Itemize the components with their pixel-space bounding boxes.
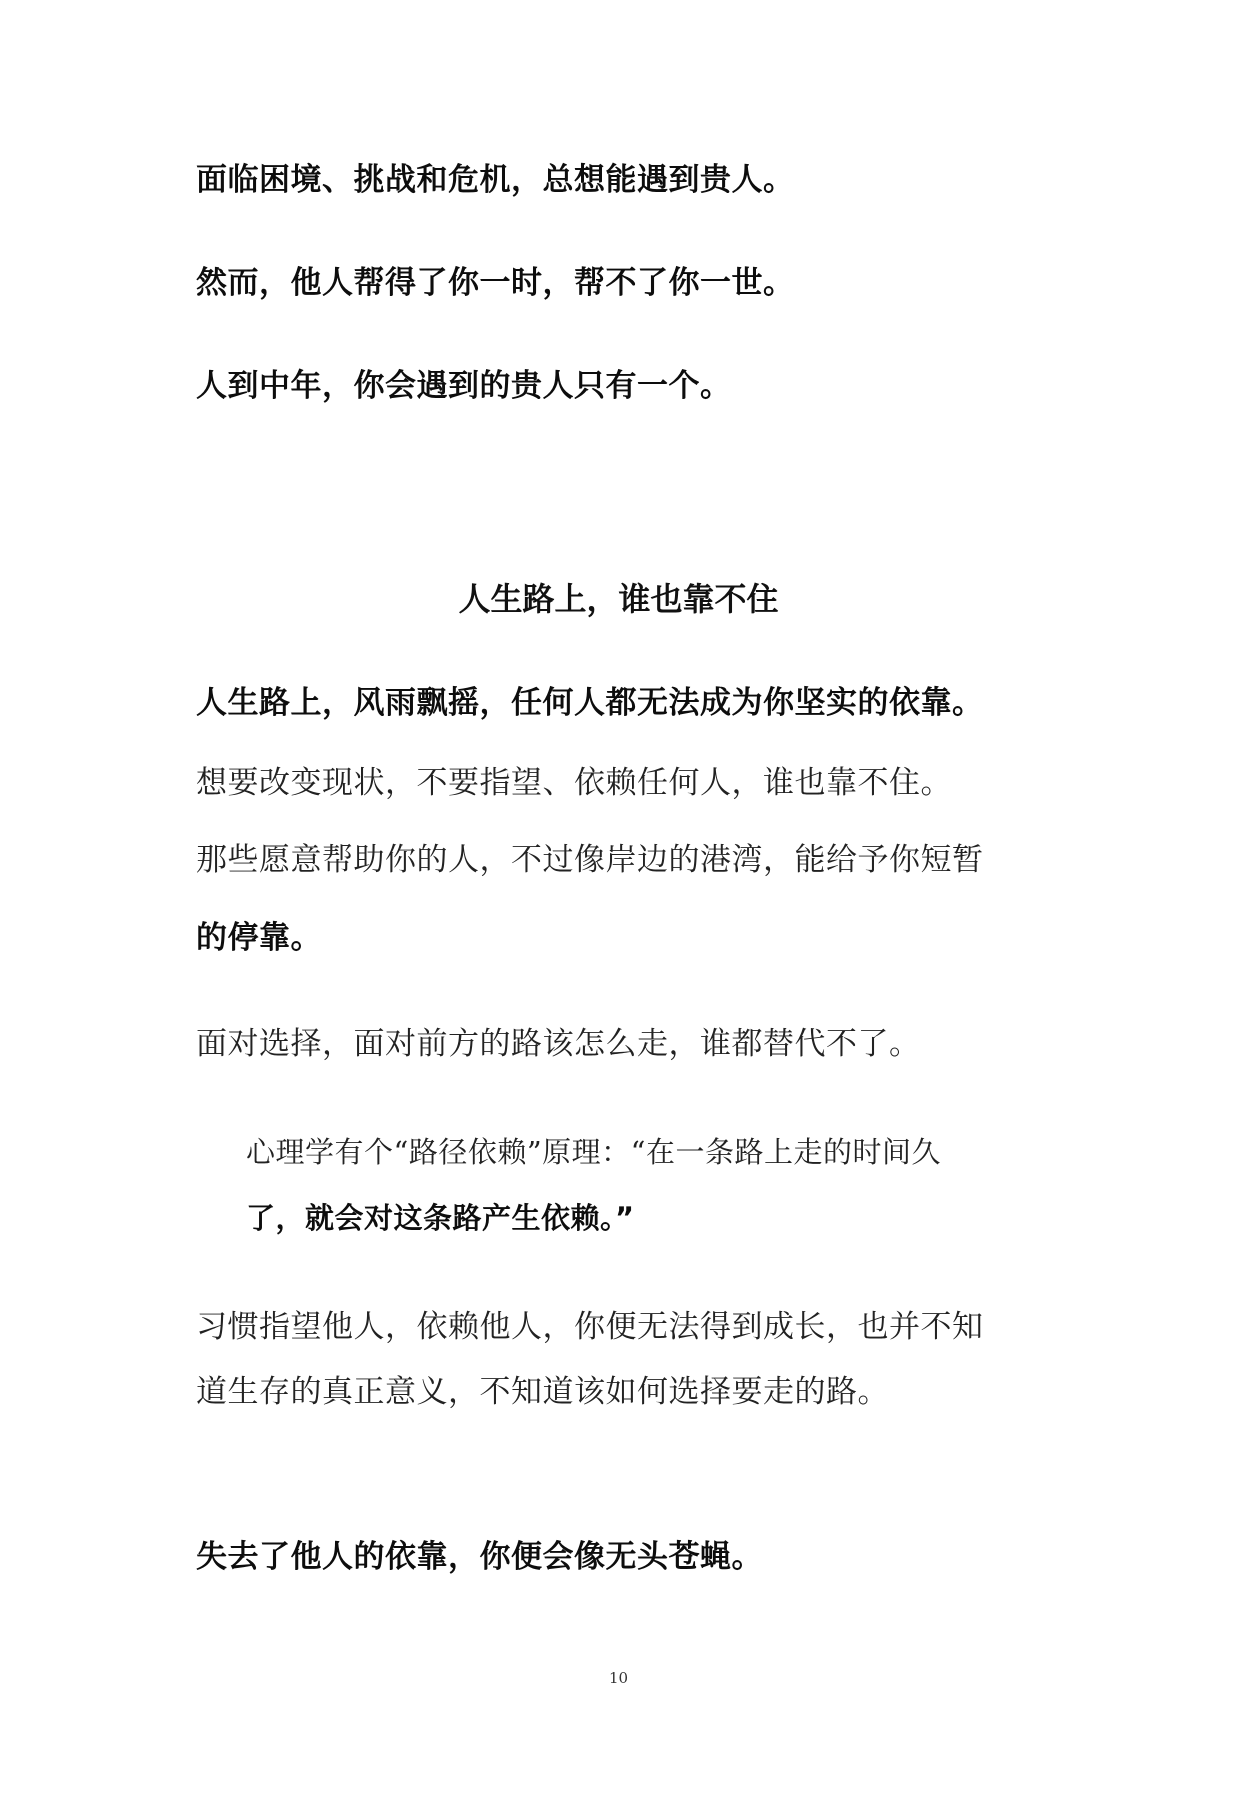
intro-line-2: 然而，他人帮得了你一时，帮不了你一世。 bbox=[196, 265, 795, 301]
quote-line-2: 了，就会对这条路产生依赖。” bbox=[246, 1201, 635, 1235]
paragraph-3-line-1: 那些愿意帮助你的人，不过像岸边的港湾，能给予你短暂 bbox=[196, 842, 984, 878]
intro-line-1: 面临困境、挑战和危机，总想能遇到贵人。 bbox=[196, 162, 795, 198]
page-number: 10 bbox=[608, 1669, 629, 1687]
paragraph-5-line-2: 道生存的真正意义，不知道该如何选择要走的路。 bbox=[196, 1374, 889, 1410]
paragraph-2: 想要改变现状，不要指望、依赖任何人，谁也靠不住。 bbox=[196, 765, 952, 801]
intro-line-3: 人到中年，你会遇到的贵人只有一个。 bbox=[196, 368, 732, 404]
section-heading: 人生路上，谁也靠不住 bbox=[458, 580, 779, 618]
paragraph-1: 人生路上，风雨飘摇，任何人都无法成为你坚实的依靠。 bbox=[196, 685, 984, 721]
paragraph-4: 面对选择，面对前方的路该怎么走，谁都替代不了。 bbox=[196, 1026, 921, 1062]
paragraph-3-line-2: 的停靠。 bbox=[196, 920, 322, 956]
paragraph-6: 失去了他人的依靠，你便会像无头苍蝇。 bbox=[196, 1539, 763, 1575]
paragraph-5-line-1: 习惯指望他人，依赖他人，你便无法得到成长，也并不知 bbox=[196, 1309, 984, 1345]
quote-line-1: 心理学有个“路径依赖”原理：“在一条路上走的时间久 bbox=[246, 1135, 941, 1169]
